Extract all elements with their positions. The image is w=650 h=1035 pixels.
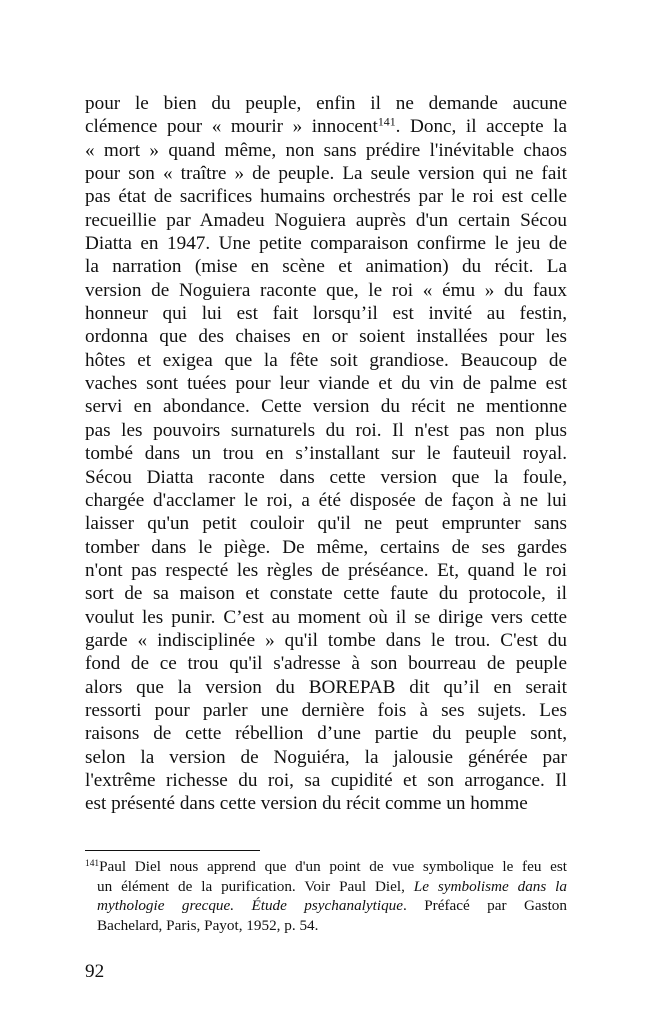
text-line: n'ont pas respecté les règles de préséance. Et, quand le roi (85, 559, 567, 581)
text-line: Diatta en 1947. Une petite comparaison confirme le jeu de (85, 233, 567, 255)
text-fragment: clémence pour « mourir » innocent (85, 116, 378, 138)
text-line: l'extrême richesse du roi, sa cupidité et son arrogance. Il (85, 769, 567, 791)
page-number: 92 (85, 961, 105, 982)
footnote-separator (85, 850, 260, 851)
text-line: « mort » quand même, non sans prédire l'inévitable chaos (85, 139, 567, 161)
text-line: Sécou Diatta raconte dans cette version que la foule, (85, 466, 567, 488)
text-fragment: . Préfacé par Gaston (403, 897, 567, 915)
text-line: est présenté dans cette version du récit comme un homme (85, 793, 528, 815)
text-line: tombé dans un trou en s’installant sur le fauteuil royal. (85, 443, 567, 465)
text-line: alors que la version du BOREPAB dit qu’il en serait (85, 676, 567, 698)
text-line: raisons de cette rébellion d’une partie du peuple sont, (85, 723, 567, 745)
footnote (85, 857, 567, 935)
footnote-line (85, 877, 567, 897)
book-title: mythologie grecque. Étude psychanalytique (97, 897, 403, 915)
text-fragment: Paul Diel nous apprend que d'un point de vue symbolique le feu est (99, 858, 567, 875)
text-line: ressorti pour parler une dernière fois à ses sujets. Les (85, 699, 567, 721)
text-line: fond de ce trou qu'il s'adresse à son bourreau de peuple (85, 653, 567, 675)
text-line: chargée d'acclamer le roi, a été disposée de façon à ne lui (85, 489, 567, 511)
text-line: tomber dans le piège. De même, certains de ses gardes (85, 536, 567, 558)
text-line: garde « indisciplinée » qu'il tombe dans le trou. C'est du (85, 629, 567, 651)
text-line: honneur qui lui est fait lorsqu’il est invité au festin, (85, 303, 567, 325)
footnote-line (85, 857, 567, 877)
text-line: selon la version de Noguiéra, la jalousie générée par (85, 746, 567, 768)
body-text (85, 92, 567, 816)
text-line: voulut les punir. C’est au moment où il se dirige vers cette (85, 606, 567, 628)
text-line: vaches sont tuées pour leur viande et du vin de palme est (85, 373, 567, 395)
text-line: recueillie par Amadeu Noguiera auprès d'un certain Sécou (85, 209, 567, 231)
footnote-line (85, 896, 567, 916)
text-line: servi en abondance. Cette version du récit ne mentionne (85, 396, 567, 418)
text-line: laisser qu'un petit couloir qu'il ne peut emprunter sans (85, 513, 567, 535)
text-line: ordonna que des chaises en or soient installées pour les (85, 326, 567, 348)
text-fragment: un élément de la purification. Voir Paul Diel, (97, 877, 414, 895)
text-line: la narration (mise en scène et animation) du récit. La (85, 256, 567, 278)
text-line: version de Noguiera raconte que, le roi « ému » du faux (85, 279, 567, 301)
text-line: hôtes et exigea que la fête soit grandiose. Beaucoup de (85, 349, 567, 371)
text-line: sort de sa maison et constate cette faute du protocole, il (85, 583, 567, 605)
footnote-line: Bachelard, Paris, Payot, 1952, p. 54. (97, 916, 319, 934)
text-line: pour le bien du peuple, enfin il ne demande aucune (85, 93, 567, 114)
footnote-number: 141 (85, 858, 100, 869)
text-fragment: . Donc, il accepte la (395, 116, 567, 138)
text-line (85, 115, 567, 138)
footnote-reference[interactable]: 141 (377, 114, 396, 129)
book-title: Le symbolisme dans la (413, 877, 567, 895)
text-line: pas état de sacrifices humains orchestrés par le roi est celle (85, 186, 567, 208)
text-line: pour son « traître » de peuple. La seule version qui ne fait (85, 163, 567, 185)
text-line: pas les pouvoirs surnaturels du roi. Il n'est pas non plus (85, 419, 567, 441)
